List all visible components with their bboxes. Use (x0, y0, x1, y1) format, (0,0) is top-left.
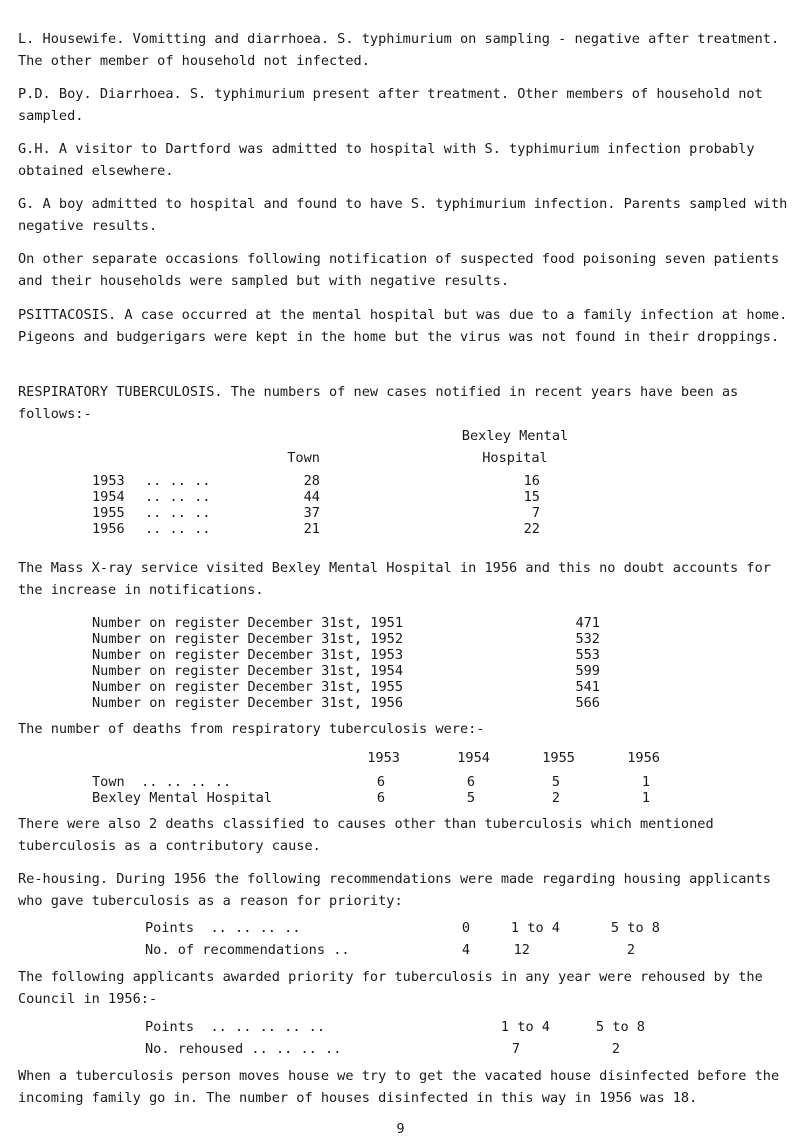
table-cell: 4 (461, 942, 470, 958)
table-cell: 5 (466, 790, 475, 806)
table-cell: 2 (611, 1041, 620, 1057)
register-label: Number on register December 31st, 1953 (92, 647, 403, 663)
case-note-l: L. Housewife. Vomitting and diarrhoea. S. typhimurium on sampling - negative after treatment. The other member of household not infected. (18, 31, 780, 69)
table-row-year: 1954 (92, 489, 125, 505)
page-number: 9 (396, 1121, 405, 1137)
register-value: 566 (575, 695, 600, 711)
table-cell: 7 (531, 505, 540, 521)
table-cell: 44 (303, 489, 320, 505)
deaths-paragraph: The number of deaths from respiratory tuberculosis were:- (18, 721, 485, 737)
table-cell: 1 to 4 (510, 920, 560, 936)
case-note-pd: P.D. Boy. Diarrhoea. S. typhimurium present after treatment. Other members of household not sampled. (18, 86, 763, 124)
psittacosis-paragraph: PSITTACOSIS. A case occurred at the mental hospital but was due to a family infection at home. Pigeons and budgerigars were kept in the home but the virus was not found in their droppings. (18, 307, 788, 345)
table-row-year: 1956 (92, 521, 125, 537)
respiratory-tb-paragraph: RESPIRATORY TUBERCULOSIS. The numbers of new cases notified in recent years have been as follows:- (18, 384, 739, 422)
table-cell: 7 (511, 1041, 520, 1057)
case-note-gh: G.H. A visitor to Dartford was admitted to hospital with S. typhimurium infection probably obtained elsewhere. (18, 141, 755, 179)
table-cell: 21 (303, 521, 320, 537)
register-value: 471 (575, 615, 600, 631)
disinfection-paragraph: When a tuberculosis person moves house we try to get the vacated house disinfected before the incoming family go in. The number of houses disinfected in this way in 1956 was 18. (18, 1068, 780, 1106)
dot-leader: .. .. .. (145, 521, 211, 537)
table-cell: 12 (513, 942, 530, 958)
table-cell: 6 (376, 790, 385, 806)
table-cell: 1 to 4 (500, 1019, 550, 1035)
register-label: Number on register December 31st, 1951 (92, 615, 403, 631)
priority-paragraph: The following applicants awarded priority for tuberculosis in any year were rehoused by the Council in 1956:- (18, 969, 763, 1007)
table-cell: 16 (523, 473, 540, 489)
dot-leader: .. .. .. (145, 505, 211, 521)
register-label: Number on register December 31st, 1956 (92, 695, 403, 711)
table-cell: 5 to 8 (595, 1019, 645, 1035)
table-row-year: 1955 (92, 505, 125, 521)
register-value: 599 (575, 663, 600, 679)
register-label: Number on register December 31st, 1954 (92, 663, 403, 679)
year-header: 1955 (542, 750, 575, 766)
other-occasions-paragraph: On other separate occasions following notification of suspected food poisoning seven patients and their households were sampled but with negative results. (18, 251, 780, 289)
other-deaths-paragraph: There were also 2 deaths classified to causes other than tuberculosis which mentioned tuberculosis as a contributory cause. (18, 816, 714, 854)
table-cell: 6 (466, 774, 475, 790)
deaths-row-label: Bexley Mental Hospital (92, 790, 273, 806)
year-header: 1954 (457, 750, 490, 766)
dot-leader: .. .. .. (145, 489, 211, 505)
table-cell: 5 (551, 774, 560, 790)
table-cell: 0 (461, 920, 470, 936)
table-cell: 15 (523, 489, 540, 505)
header-bexley-line1: Bexley Mental (461, 428, 569, 444)
table-cell: 6 (376, 774, 385, 790)
register-value: 532 (575, 631, 600, 647)
table-row-year: 1953 (92, 473, 125, 489)
header-bexley-line2: Hospital (482, 450, 548, 466)
dot-leader: .. .. .. (145, 473, 211, 489)
rehousing-paragraph: Re-housing. During 1956 the following recommendations were made regarding housing applicants who gave tuberculosis as a reason for priority: (18, 871, 771, 909)
rehoused-row-label: No. rehoused .. .. .. .. (145, 1041, 342, 1057)
register-value: 553 (575, 647, 600, 663)
table-cell: 22 (523, 521, 540, 537)
register-label: Number on register December 31st, 1955 (92, 679, 403, 695)
register-label: Number on register December 31st, 1952 (92, 631, 403, 647)
table-cell: 5 to 8 (610, 920, 660, 936)
table-cell: 1 (641, 790, 650, 806)
rehoused-row-label: Points .. .. .. .. .. (145, 1019, 326, 1035)
rec-row-label: Points .. .. .. .. (145, 920, 301, 936)
register-value: 541 (575, 679, 600, 695)
header-town: Town (287, 450, 320, 466)
year-header: 1956 (627, 750, 660, 766)
table-cell: 1 (641, 774, 650, 790)
rec-row-label: No. of recommendations .. (145, 942, 350, 958)
deaths-row-label: Town .. .. .. .. (92, 774, 232, 790)
table-cell: 2 (626, 942, 635, 958)
mass-xray-paragraph: The Mass X-ray service visited Bexley Mental Hospital in 1956 and this no doubt accounts for the increase in notifications. (18, 560, 771, 598)
table-cell: 28 (303, 473, 320, 489)
table-cell: 2 (551, 790, 560, 806)
case-note-g: G. A boy admitted to hospital and found to have S. typhimurium infection. Parents sampled with negative results. (18, 196, 788, 234)
year-header: 1953 (367, 750, 400, 766)
table-cell: 37 (303, 505, 320, 521)
